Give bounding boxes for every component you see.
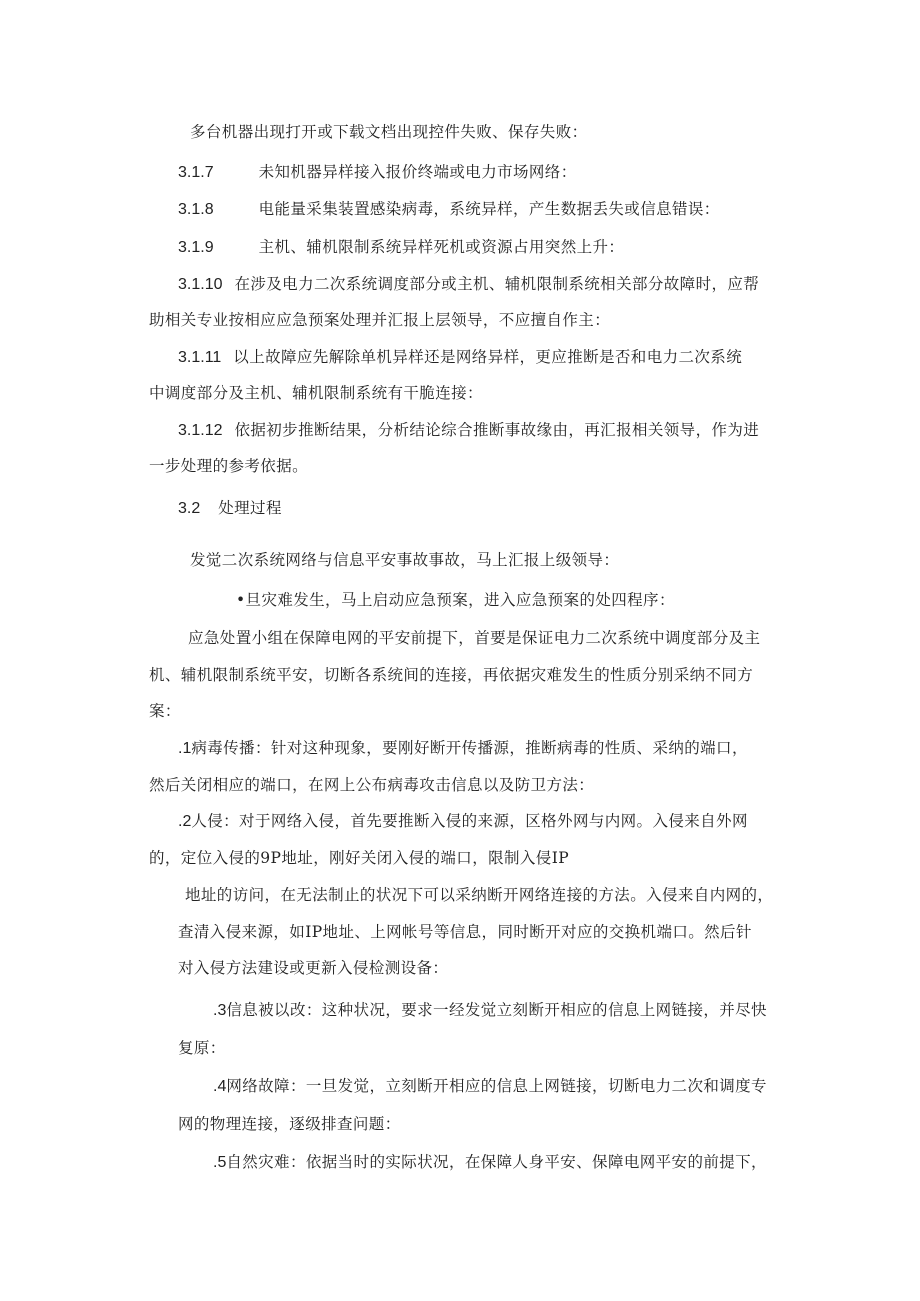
line-text: 电能量采集装置感染病毒，系统异样，产生数据丢失或信息错误： xyxy=(258,200,720,218)
text-line xyxy=(149,456,308,476)
numbered-line xyxy=(213,1000,767,1021)
line-text: 网的物理连接，逐级排查问题： xyxy=(178,1115,401,1133)
text-line xyxy=(185,885,773,905)
line-text: 人侵：对于网络入侵，首先要推断入侵的来源，区格外网与内网。入侵来自外网 xyxy=(191,812,748,830)
section-title: 处理过程 xyxy=(218,499,282,517)
line-text: 一步处理的参考依据。 xyxy=(149,457,309,475)
line-text: 案： xyxy=(149,702,181,720)
item-number: .3 xyxy=(213,1002,227,1019)
item-number: .5 xyxy=(213,1154,227,1171)
text-line xyxy=(188,628,760,648)
numbered-line xyxy=(213,1152,767,1173)
line-text: 发觉二次系统网络与信息平安事故事故，马上汇报上级领导： xyxy=(190,551,620,569)
text-line xyxy=(149,383,483,403)
text-line xyxy=(149,775,594,795)
item-number: 3.1.8 xyxy=(178,201,214,218)
line-text: 以上故障应先解除单机异样还是网络异样，更应推断是否和电力二次系统 xyxy=(233,348,743,366)
line-text: 旦灾难发生，马上启动应急预案，进入应急预案的处四程序： xyxy=(245,591,675,609)
line-text: 网络故障：一旦发觉，立刻断开相应的信息上网链接，切断电力二次和调度专 xyxy=(226,1077,767,1095)
line-text: 病毒传播：针对这种现象，要刚好断开传播源，推断病毒的性质、采纳的端口， xyxy=(191,739,748,757)
item-number: .1 xyxy=(178,740,192,757)
numbered-line xyxy=(178,420,759,441)
line-text: 自然灾难：依据当时的实际状况，在保障人身平安、保障电网平安的前提下， xyxy=(226,1153,767,1171)
section-number: 3.2 xyxy=(178,500,201,517)
line-text: 应急处置小组在保障电网的平安前提下，首要是保证电力二次系统中调度部分及主 xyxy=(188,629,761,647)
item-number: 3.1.9 xyxy=(178,239,214,256)
line-text: 地址的访问，在无法制止的状况下可以采纳断开网络连接的方法。入侵来自内网的， xyxy=(185,886,774,904)
text-line xyxy=(149,848,569,868)
text-line xyxy=(178,958,448,978)
numbered-line xyxy=(178,738,748,759)
item-number: .4 xyxy=(213,1078,227,1095)
line-text: 机、辅机限制系统平安，切断各系统间的连接，再依据灾难发生的性质分别采纳不同方 xyxy=(149,666,754,684)
line-text: 依据初步推断结果，分析结论综合推断事故缘由，再汇报相关领导，作为进 xyxy=(234,421,760,439)
numbered-line xyxy=(178,199,720,220)
item-number: 3.1.10 xyxy=(178,276,223,293)
line-text: 然后关闭相应的端口，在网上公布病毒攻击信息以及防卫方法： xyxy=(149,776,595,794)
numbered-line xyxy=(178,811,748,832)
text-line xyxy=(190,122,588,142)
text-line xyxy=(178,1114,401,1134)
line-text: 主机、辅机限制系统异样死机或资源占用突然上升： xyxy=(258,238,625,256)
line-text: 的，定位入侵的9P地址，刚好关闭入侵的端口，限制入侵IP xyxy=(149,849,570,867)
text-line xyxy=(190,550,619,570)
line-text: 助相关专业按相应应急预案处理并汇报上层领导，不应擅自作主： xyxy=(149,311,611,329)
line-text: 信息被以改：这种状况，要求一经发觉立刻断开相应的信息上网链接，并尽快 xyxy=(226,1001,767,1019)
item-number: .2 xyxy=(178,813,192,830)
item-number: 3.1.7 xyxy=(178,164,214,181)
item-number: 3.1.12 xyxy=(178,422,223,439)
text-line xyxy=(149,310,610,330)
text-line xyxy=(149,701,181,721)
numbered-line xyxy=(178,237,624,258)
numbered-line xyxy=(213,1076,767,1097)
line-text: 查清入侵来源，如IP地址、上网帐号等信息，同时断开对应的交换机端口。然后针 xyxy=(178,923,752,941)
line-text: 未知机器异样接入报价终端或电力市场网络： xyxy=(258,163,577,181)
numbered-line xyxy=(178,162,577,183)
line-text: 在涉及电力二次系统调度部分或主机、辅机限制系统相关部分故障时，应帮 xyxy=(234,275,760,293)
section-heading xyxy=(178,498,282,519)
numbered-line xyxy=(178,274,759,295)
line-text: 多台机器出现打开或下载文档出现控件失败、保存失败： xyxy=(190,123,588,141)
text-line xyxy=(178,922,752,942)
line-text: 复原： xyxy=(178,1039,226,1057)
numbered-line xyxy=(178,347,742,368)
text-line xyxy=(178,1038,226,1058)
bullet-line xyxy=(236,590,675,610)
text-line xyxy=(149,665,753,685)
line-text: 对入侵方法建设或更新入侵检测设备： xyxy=(178,959,449,977)
bullet-mark: • xyxy=(236,591,246,609)
line-text: 中调度部分及主机、辅机限制系统有干脆连接： xyxy=(149,384,483,402)
item-number: 3.1.11 xyxy=(178,349,222,366)
